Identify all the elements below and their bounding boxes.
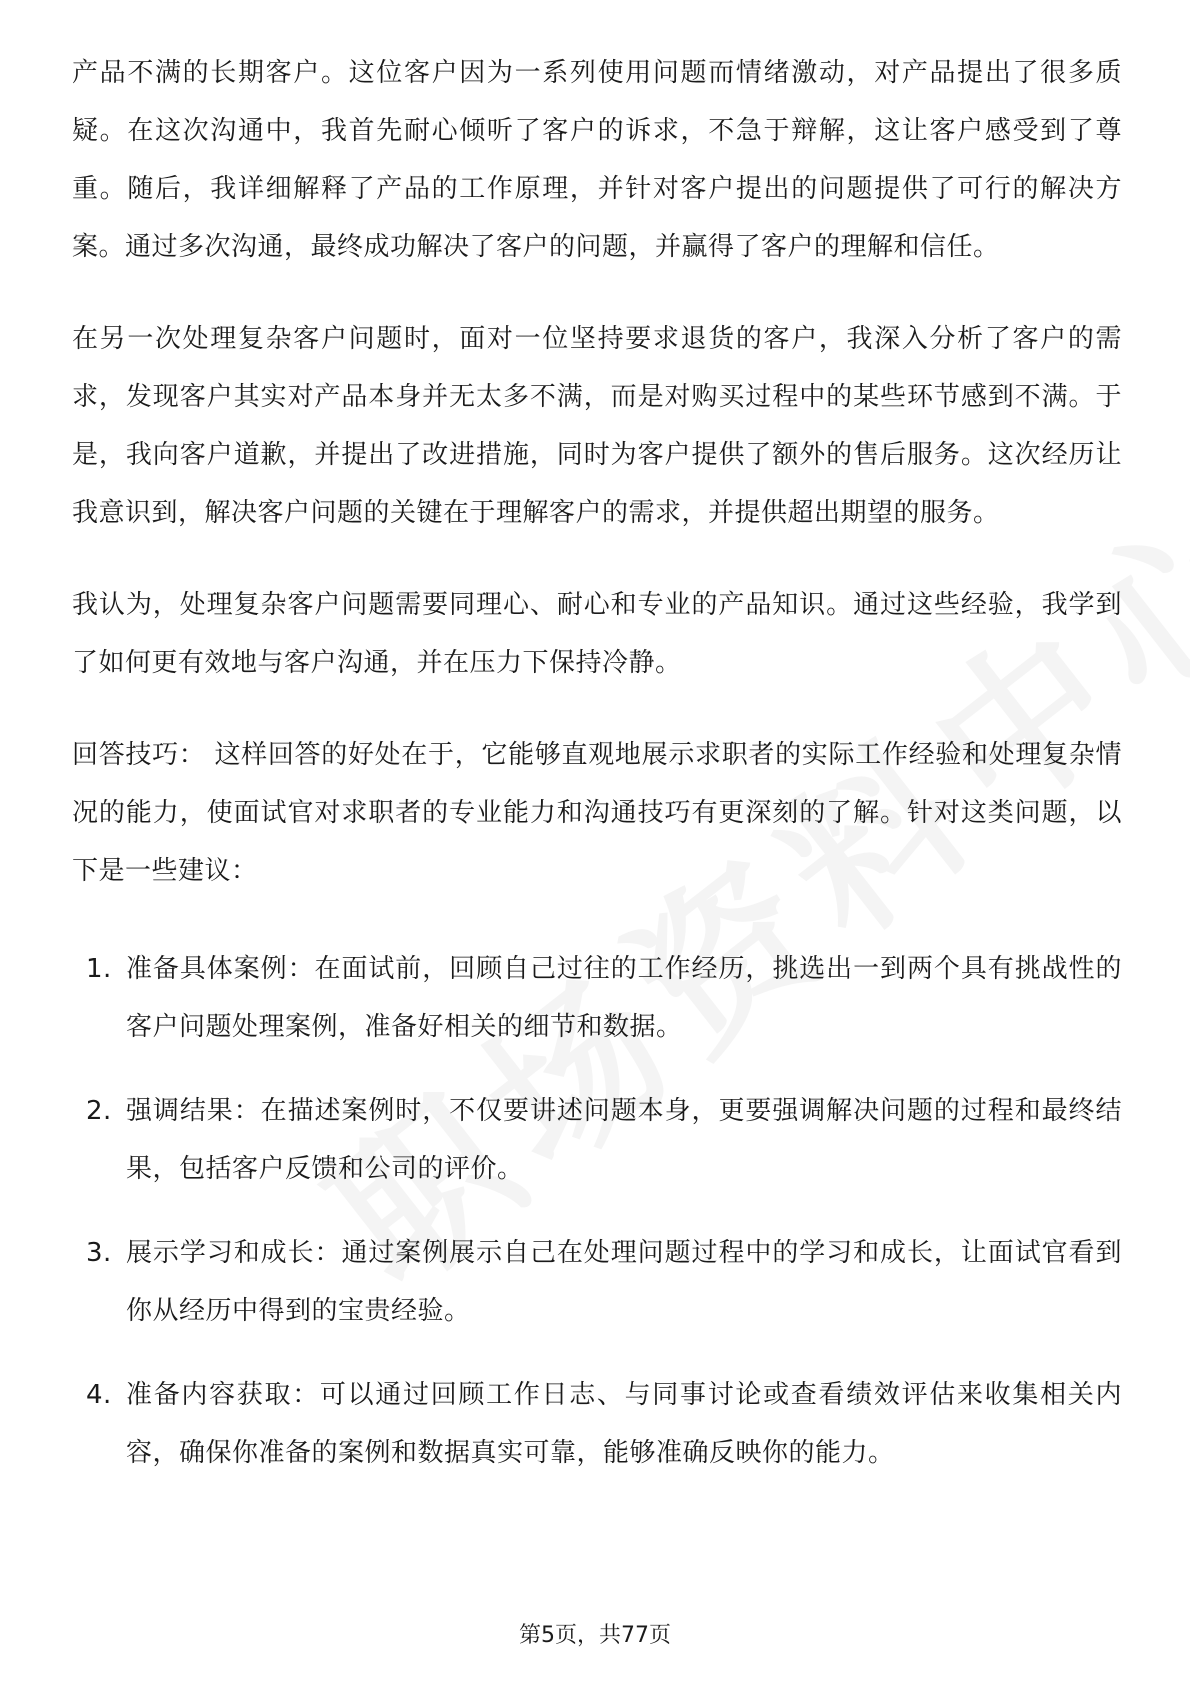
paragraph-answer-tips: 回答技巧： 这样回答的好处在于，它能够直观地展示求职者的实际工作经验和处理复杂情况的能力，使面试官对求职者的专业能力和沟通技巧有更深刻的了解。针对这类问题，以下是一些建议： <box>72 740 1122 886</box>
paragraph-1: 产品不满的长期客户。这位客户因为一系列使用问题而情绪激动，对产品提出了很多质疑。在这次沟通中，我首先耐心倾听了客户的诉求，不急于辩解，这让客户感受到了尊重。随后，我详细解释了产品的工作原理，并针对客户提出的问题提供了可行的解决方案。通过多次沟通，最终成功解决了客户的问题，并赢得了客户的理解和信任。 <box>72 58 1122 262</box>
list-item <box>72 1366 1122 1482</box>
list-item-number: 2. <box>86 1096 112 1126</box>
list-item-text: 强调结果：在描述案例时，不仅要讲述问题本身，更要强调解决问题的过程和最终结果，包括客户反馈和公司的评价。 <box>126 1096 1122 1184</box>
paragraph-3: 我认为，处理复杂客户问题需要同理心、耐心和专业的产品知识。通过这些经验，我学到了如何更有效地与客户沟通，并在压力下保持冷静。 <box>72 590 1122 678</box>
list-item-number: 1. <box>86 954 112 984</box>
page-footer: 第5页，共77页 <box>519 1623 671 1648</box>
suggestion-list <box>72 940 1122 1482</box>
list-item-text: 准备具体案例：在面试前，回顾自己过往的工作经历，挑选出一到两个具有挑战性的客户问题处理案例，准备好相关的细节和数据。 <box>126 954 1122 1042</box>
document-page <box>72 44 1122 1482</box>
list-item-text: 准备内容获取：可以通过回顾工作日志、与同事讨论或查看绩效评估来收集相关内容，确保你准备的案例和数据真实可靠，能够准确反映你的能力。 <box>126 1380 1122 1468</box>
list-item-number: 4. <box>86 1380 112 1410</box>
list-item <box>72 940 1122 1056</box>
list-item <box>72 1082 1122 1198</box>
list-item-number: 3. <box>86 1238 112 1268</box>
paragraph-2: 在另一次处理复杂客户问题时，面对一位坚持要求退货的客户，我深入分析了客户的需求，发现客户其实对产品本身并无太多不满，而是对购买过程中的某些环节感到不满。于是，我向客户道歉，并提出了改进措施，同时为客户提供了额外的售后服务。这次经历让我意识到，解决客户问题的关键在于理解客户的需求，并提供超出期望的服务。 <box>72 324 1122 528</box>
list-item-text: 展示学习和成长：通过案例展示自己在处理问题过程中的学习和成长，让面试官看到你从经历中得到的宝贵经验。 <box>126 1238 1122 1326</box>
list-item <box>72 1224 1122 1340</box>
